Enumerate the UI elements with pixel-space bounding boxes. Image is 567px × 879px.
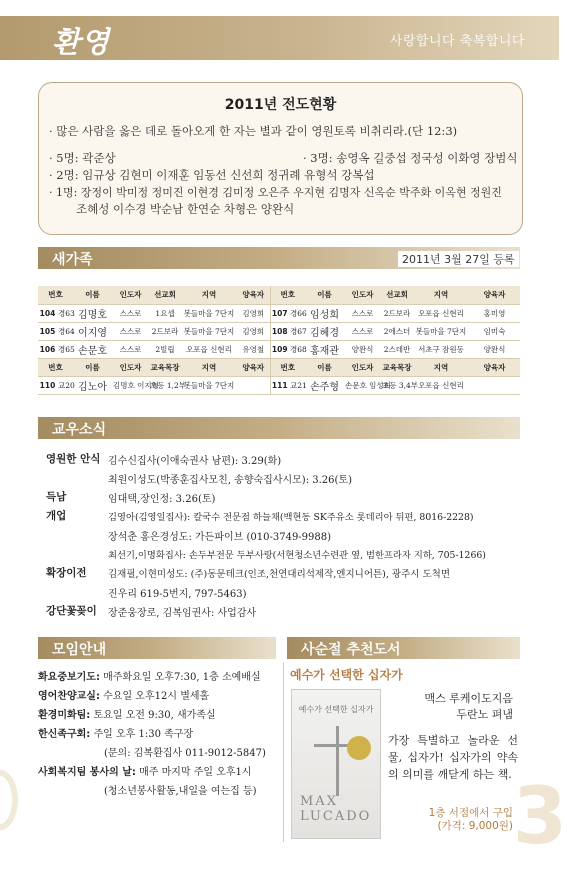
cross-icon — [336, 726, 339, 796]
page-number: 3 — [512, 772, 567, 862]
meeting-key: 환경미화팀: — [38, 710, 91, 721]
col-header: 이름 — [73, 358, 112, 376]
cell: 경67 — [289, 322, 305, 340]
meeting-item — [38, 725, 193, 740]
book-purchase-info — [429, 807, 513, 833]
meeting-item — [38, 687, 209, 702]
news-key: 영원한 안식 — [46, 453, 101, 465]
evangelism-5: · 5명: 곽준상 — [49, 151, 116, 165]
evangelism-verse: · 많은 사람을 옳은 데로 돌아오게 한 자는 별과 같이 영원토록 비취리라.(단 12:3) — [49, 124, 458, 138]
section-meetings — [38, 637, 276, 659]
col-header: 양육자 — [469, 358, 520, 376]
section-recommended-book — [287, 637, 520, 659]
cell: 경63 — [57, 304, 73, 322]
evangelism-title: 2011년 전도현황 — [224, 97, 337, 113]
cell: 손주형 — [305, 376, 344, 394]
cell: 스스로 — [344, 322, 381, 340]
cell: 김영희 — [237, 304, 270, 322]
cell: 2드보라 — [381, 304, 413, 322]
cell: 2드보라 — [149, 322, 181, 340]
registration-date: 2011년 3월 27일 등록 — [398, 251, 519, 267]
col-header: 번호 — [270, 358, 305, 376]
news-key: 강단꽃꽂이 — [46, 605, 97, 617]
cell: 유영철 — [237, 340, 270, 358]
cell — [237, 376, 270, 394]
news-text: 임대택,장인정: 3.26(토) — [108, 494, 216, 505]
news-text: 최원이성도(박종훈집사모친, 송향숙집사시모): 3.26(토) — [108, 475, 352, 486]
cell: 경68 — [289, 340, 305, 358]
cell: 서초구 잠원동 — [413, 340, 469, 358]
cell: 2에스더 — [381, 322, 413, 340]
meeting-key: 화요중보기도: — [38, 672, 100, 683]
cell: 스스로 — [112, 340, 149, 358]
col-header: 양육자 — [469, 286, 520, 304]
col-header: 이름 — [73, 286, 112, 304]
cell: 손문호 — [73, 340, 112, 358]
header-subtitle: 사랑합니다 축복합니다 — [389, 34, 525, 49]
new-family-table — [38, 286, 520, 395]
cell: 스스로 — [112, 304, 149, 322]
meeting-text: 매주화요일 오후7:30, 1층 소예배실 — [99, 672, 261, 683]
column-divider — [283, 662, 284, 842]
meeting-text: 토요일 오전 9:30, 새가족실 — [90, 710, 216, 721]
book-cover-title: 예수가 선택한 십자가 — [298, 705, 374, 714]
book-author — [424, 691, 513, 723]
table-header-row — [38, 286, 520, 304]
meeting-item — [38, 763, 252, 778]
cell: 양완식 — [469, 340, 520, 358]
col-header: 지역 — [181, 358, 237, 376]
meeting-text: 매주 마지막 주일 오후1시 — [135, 767, 252, 778]
col-header: 번호 — [38, 358, 73, 376]
cell: 홍재관 — [305, 340, 344, 358]
col-header: 인도자 — [112, 286, 149, 304]
col-header: 인도자 — [344, 286, 381, 304]
book-author-line: 맥스 루케이도지음 — [424, 692, 513, 705]
cell: 경65 — [57, 340, 73, 358]
table-row — [38, 322, 520, 340]
cell: 봇들마을 7단지 — [413, 322, 469, 340]
cell: 오포읍 신현리 — [181, 340, 237, 358]
evangelism-2: · 2명: 임규상 김현미 이재훈 임동선 신선희 정귀례 유형석 강복섭 — [49, 168, 375, 182]
cell: 110 — [38, 376, 57, 394]
cell: 105 — [38, 322, 57, 340]
book-publisher-line: 두란노 펴냄 — [456, 708, 513, 721]
cell: 교21 — [289, 376, 305, 394]
table-header-row — [38, 358, 520, 376]
decorative-shape — [0, 770, 18, 830]
meeting-key: 사회복지팀 봉사의 날: — [38, 767, 136, 778]
col-header: 지역 — [181, 286, 237, 304]
cell: 104 — [38, 304, 57, 322]
book-cover-author: MAX LUCADO — [300, 794, 372, 824]
page-title: 환영 — [52, 25, 111, 59]
evangelism-3: · 3명: 송영옥 길중섭 정국성 이화영 장범식 — [303, 151, 518, 165]
col-header: 인도자 — [344, 358, 381, 376]
cell: 이지영 — [73, 322, 112, 340]
badge-icon — [347, 736, 371, 760]
book-buy-location: 1층 서점에서 구입 — [428, 807, 513, 819]
meeting-text: 수요일 오후12시 별세홀 — [99, 691, 210, 702]
col-header: 지역 — [413, 358, 469, 376]
col-header: 양육자 — [237, 358, 270, 376]
cell: 오포읍 신현리 — [413, 304, 469, 322]
col-header: 번호 — [38, 286, 73, 304]
section-new-family-label: 새가족 — [52, 252, 93, 268]
news-key: 득남 — [46, 491, 67, 503]
section-member-news-label: 교우소식 — [52, 422, 107, 438]
news-text: 장준웅장로, 김복임권사: 사업감사 — [108, 608, 257, 619]
col-header: 지역 — [413, 286, 469, 304]
section-book-label: 사순절 추천도서 — [301, 642, 401, 658]
evangelism-1-cont: 조혜성 이수경 박순남 한연순 차형은 양완식 — [76, 202, 295, 216]
news-key: 확장이전 — [46, 567, 87, 579]
cell: 김명호 — [73, 304, 112, 322]
cell: 김혜경 — [305, 322, 344, 340]
cell: 2빌립 — [149, 340, 181, 358]
cell: 홍미영 — [469, 304, 520, 322]
cell: 오포읍 신현리 — [413, 376, 469, 394]
cell — [469, 376, 520, 394]
col-header: 인도자 — [112, 358, 149, 376]
cell: 김영희 — [237, 322, 270, 340]
news-text: 김수신집사(이애숙권사 남편): 3.29(화) — [108, 456, 282, 467]
news-text: 김영아(김영일집사): 칼국수 전문점 하늘채(백현동 SK주유소 롯데리아 뒤편, 8016-2228) — [108, 512, 474, 523]
meeting-key: 한신족구회: — [38, 729, 91, 740]
meeting-item — [38, 668, 261, 683]
cell: 김노아 — [73, 376, 112, 394]
meeting-text: 주일 오후 1:30 족구장 — [90, 729, 194, 740]
meeting-key: 영어찬양교실: — [38, 691, 100, 702]
col-header: 교육목장 — [149, 358, 181, 376]
cell: 봇들마을 7단지 — [181, 322, 237, 340]
cell: 봇들마을 7단지 — [181, 304, 237, 322]
cell: 손문호 임성희 — [344, 376, 381, 394]
cell: 경64 — [57, 322, 73, 340]
cell: 108 — [270, 322, 289, 340]
cell: 스스로 — [344, 304, 381, 322]
cell: 경66 — [289, 304, 305, 322]
cell: 임성희 — [305, 304, 344, 322]
cell: 김명호 이지영 — [112, 376, 149, 394]
col-header: 번호 — [270, 286, 305, 304]
cell: 2스데반 — [381, 340, 413, 358]
evangelism-box — [38, 82, 523, 235]
section-meetings-label: 모임안내 — [52, 642, 107, 658]
cell: 초등 3,4부 — [381, 376, 413, 394]
news-text: 김재필,이현미성도: (주)동문테크(인조,천연대리석제작,엔지니어튼), 광주시 도척면 — [108, 569, 451, 580]
col-header: 이름 — [305, 286, 344, 304]
cell: 스스로 — [112, 322, 149, 340]
cell: 교20 — [57, 376, 73, 394]
table-row — [38, 304, 520, 322]
header-banner — [0, 16, 559, 60]
cell: 106 — [38, 340, 57, 358]
col-header: 양육자 — [237, 286, 270, 304]
col-header: 이름 — [305, 358, 344, 376]
news-key: 개업 — [46, 510, 67, 522]
cell: 109 — [270, 340, 289, 358]
cell: 임미숙 — [469, 322, 520, 340]
news-text: 진우리 619-5번지, 797-5463) — [108, 589, 247, 600]
col-header: 교육목장 — [381, 358, 413, 376]
cell: 1요셉 — [149, 304, 181, 322]
meeting-note: (문의: 김복환집사 011-9012-5847) — [104, 748, 266, 759]
cell: 봇들마을 7단지 — [181, 376, 237, 394]
book-description: 가장 특별하고 놀라운 선물, 십자가! 십자가의 약속의 의미를 깨닫게 하는 책. — [388, 734, 518, 781]
section-member-news — [38, 417, 520, 439]
col-header: 선교회 — [149, 286, 181, 304]
table-row — [38, 376, 520, 394]
table-row — [38, 340, 520, 358]
cell: 초등 1,2부 — [149, 376, 181, 394]
meeting-note: (청소년봉사활동,내일을 여는집 등) — [104, 786, 257, 797]
book-title: 예수가 선택한 십자가 — [290, 668, 403, 682]
cell: 양완식 — [344, 340, 381, 358]
meeting-item — [38, 706, 216, 721]
book-cover-image — [291, 689, 381, 839]
news-text: 최선기,이명화집사: 손두부전문 두부사랑(서현청소년수련관 옆, 범한프라자 지하, 705-1266) — [108, 550, 486, 561]
cell: 107 — [270, 304, 289, 322]
news-text: 장석춘 홍은경성도: 가든파이브 (010-3749-9988) — [108, 532, 332, 543]
cell: 111 — [270, 376, 289, 394]
evangelism-1: · 1명: 장정이 박미정 정미진 이현경 김미정 오은주 우지현 김명자 신옥순 박주화 이옥현 정원진 — [49, 186, 502, 199]
book-price: (가격: 9,000원) — [437, 820, 513, 832]
col-header: 선교회 — [381, 286, 413, 304]
